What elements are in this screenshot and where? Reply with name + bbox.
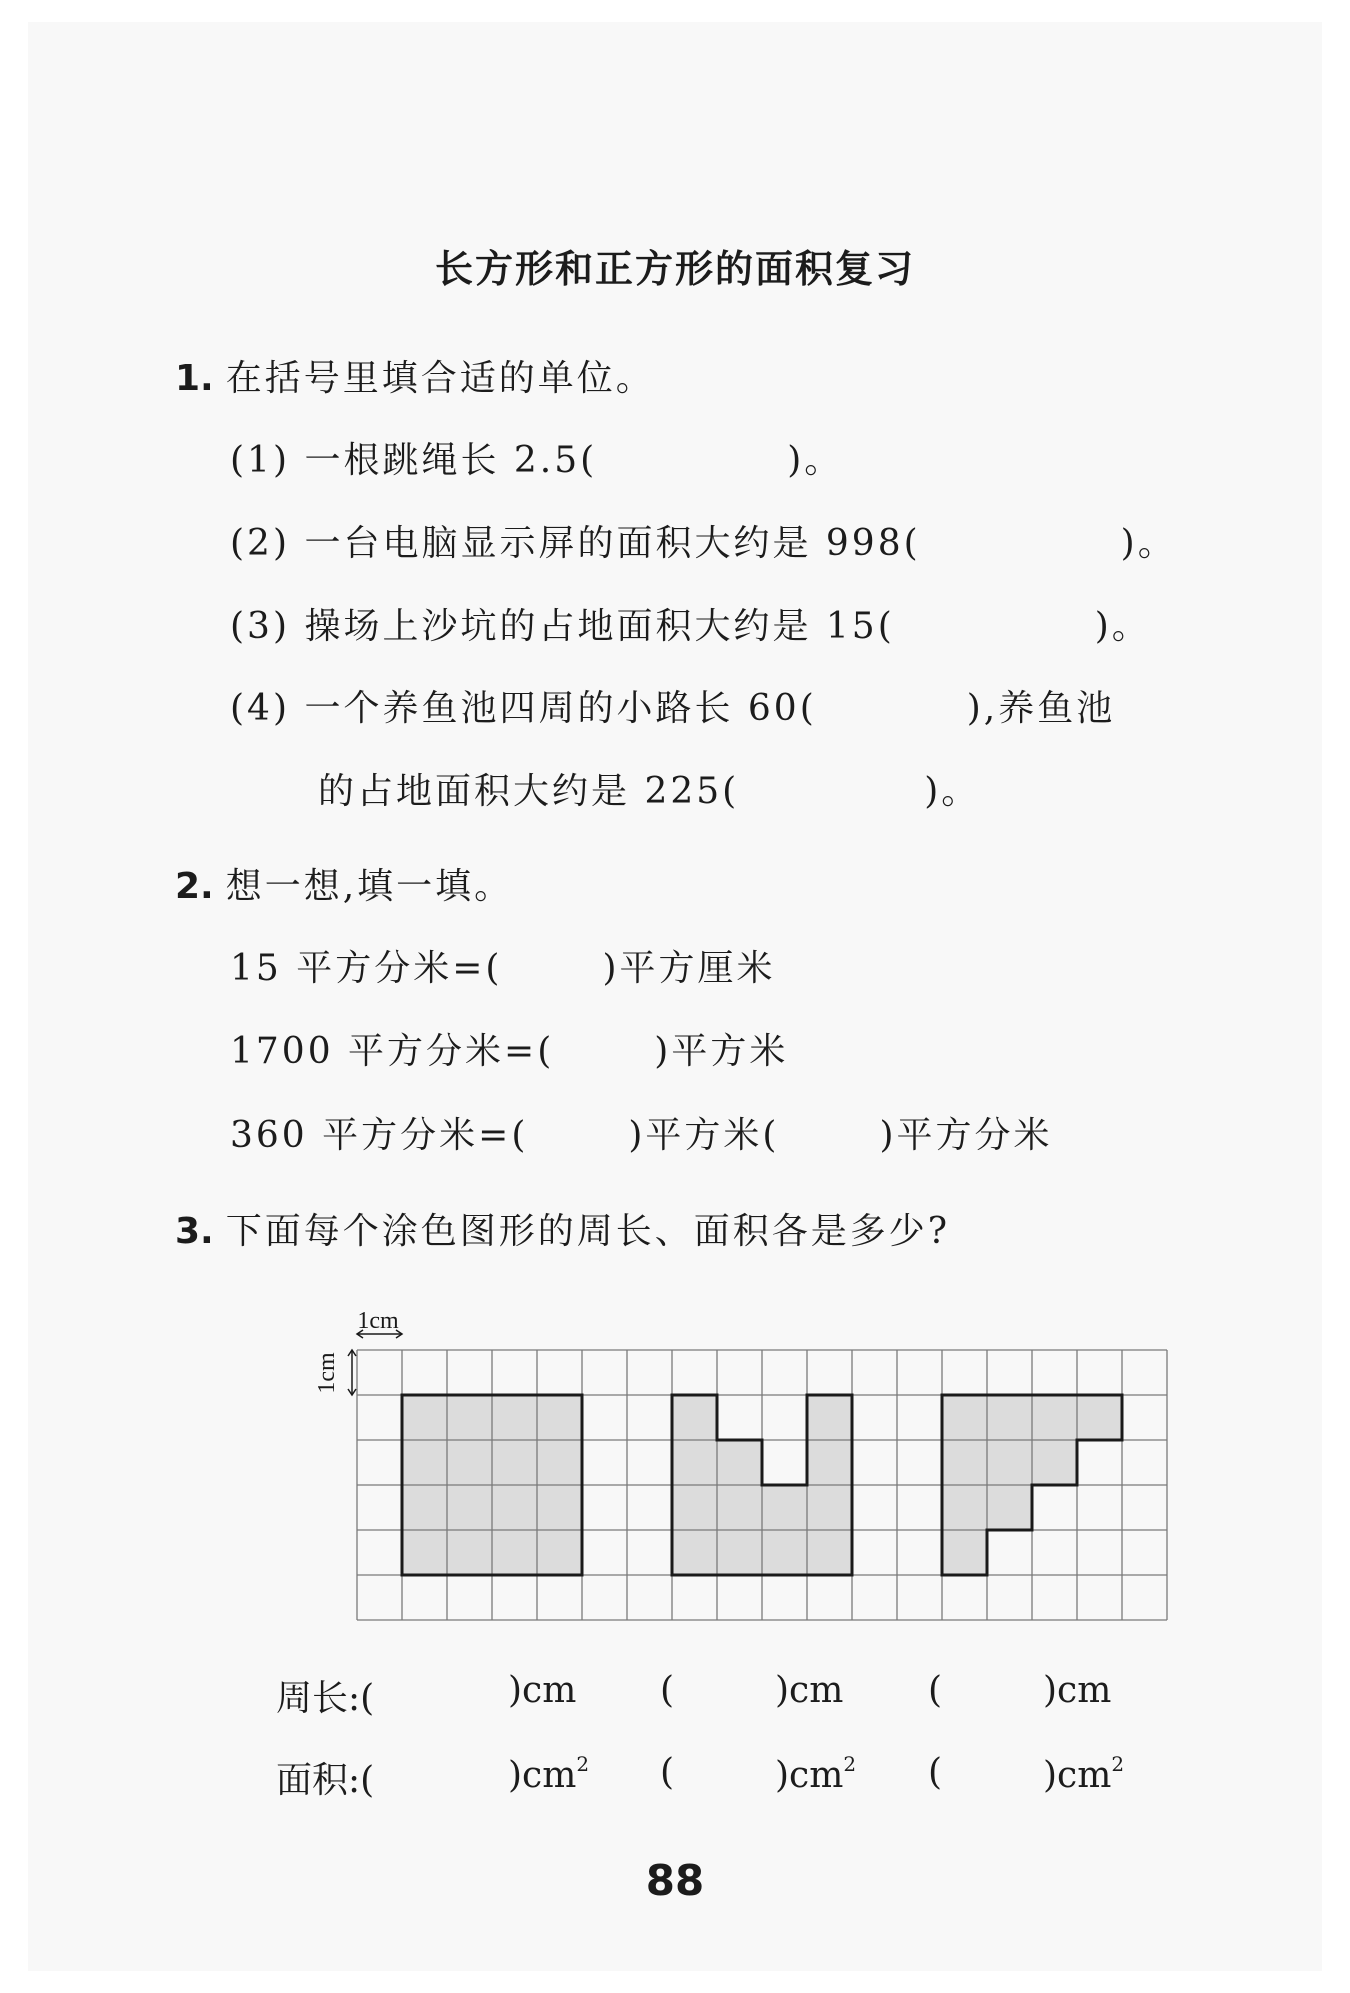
- page-number: 88: [645, 1856, 705, 1905]
- area-answer-1[interactable]: [410, 1752, 500, 1792]
- q1-item-close: )。: [1094, 606, 1151, 647]
- q2-text: )平方分米: [879, 1115, 1053, 1156]
- q1-number: 1.: [175, 358, 214, 399]
- q2-text: )平方厘米: [602, 948, 776, 989]
- area-unit-3: [1043, 1752, 1124, 1796]
- q1-item-label: (1): [230, 440, 290, 481]
- grid-figure: [300, 1300, 1180, 1630]
- q1-prompt: 在括号里填合适的单位。: [225, 358, 655, 399]
- q2-text: 15 平方分米=(: [230, 948, 503, 989]
- q1-item-4: [230, 680, 1115, 731]
- perimeter-unit-3: )cm: [1043, 1670, 1112, 1711]
- q2-text: 360 平方分米=(: [230, 1115, 529, 1156]
- area-unit-sup: 2: [1111, 1752, 1125, 1776]
- perimeter-unit-2: )cm: [775, 1670, 844, 1711]
- q2-text: )平方米(: [628, 1115, 780, 1156]
- area-label: 面积:(: [276, 1760, 375, 1801]
- perimeter-answer-2[interactable]: [690, 1670, 780, 1710]
- unit-label-vertical: 1cm: [314, 1352, 340, 1394]
- q2-text: 1700 平方分米=(: [230, 1031, 555, 1072]
- q1-heading: [175, 350, 655, 401]
- q1-item-label: (4): [230, 688, 290, 729]
- open-paren: (: [660, 1670, 675, 1711]
- area-answer-2[interactable]: [690, 1752, 780, 1792]
- q1-item-4-line-2: [318, 763, 980, 814]
- perimeter-unit-1: )cm: [508, 1670, 577, 1711]
- area-unit-1: [508, 1752, 589, 1796]
- area-answer-3[interactable]: [960, 1752, 1050, 1792]
- worksheet-page: [28, 22, 1322, 1971]
- q3-number: 3.: [175, 1211, 214, 1252]
- area-unit-sup: 2: [576, 1752, 590, 1776]
- q1-item-text: 的占地面积大约是 225(: [318, 771, 740, 812]
- unit-label-horizontal: 1cm: [357, 1308, 399, 1334]
- q2-line-2: [230, 1023, 788, 1074]
- q2-number: 2.: [175, 866, 214, 907]
- q1-item-close: )。: [787, 440, 844, 481]
- open-paren: (: [660, 1752, 675, 1793]
- q3-heading: [175, 1203, 950, 1254]
- q2-line-3: [230, 1107, 1053, 1158]
- perimeter-answer-3[interactable]: [960, 1670, 1050, 1710]
- q1-item-label: (2): [230, 523, 290, 564]
- q1-item-text: 一台电脑显示屏的面积大约是 998(: [304, 523, 921, 564]
- q1-item-close: )。: [924, 771, 981, 812]
- q1-item-close: )。: [1120, 523, 1177, 564]
- q3-prompt: 下面每个涂色图形的周长、面积各是多少?: [225, 1211, 951, 1252]
- q1-item-label: (3): [230, 606, 290, 647]
- q1-item-3: [230, 598, 1151, 649]
- unit-markers: [348, 1330, 402, 1395]
- q2-text: )平方米: [654, 1031, 789, 1072]
- q1-item-text: 操场上沙坑的占地面积大约是 15(: [304, 606, 895, 647]
- q1-item-text: 一个养鱼池四周的小路长 60(: [304, 688, 817, 729]
- area-unit-text: )cm: [508, 1755, 577, 1796]
- q1-item-close: ),养鱼池: [966, 688, 1116, 729]
- area-unit-text: )cm: [1043, 1755, 1112, 1796]
- q2-prompt: 想一想,填一填。: [225, 866, 514, 907]
- page-title: 长方形和正方形的面积复习: [434, 247, 915, 291]
- q1-item-2: [230, 515, 1177, 566]
- q1-item-text: 一根跳绳长 2.5(: [304, 440, 598, 481]
- q2-line-1: [230, 940, 776, 991]
- open-paren: (: [928, 1670, 943, 1711]
- area-unit-text: )cm: [775, 1755, 844, 1796]
- q2-heading: [175, 858, 513, 909]
- perimeter-label: 周长:(: [276, 1678, 375, 1719]
- q1-item-1: [230, 432, 843, 483]
- area-unit-sup: 2: [843, 1752, 857, 1776]
- area-unit-2: [775, 1752, 856, 1796]
- perimeter-answer-1[interactable]: [410, 1670, 500, 1710]
- open-paren: (: [928, 1752, 943, 1793]
